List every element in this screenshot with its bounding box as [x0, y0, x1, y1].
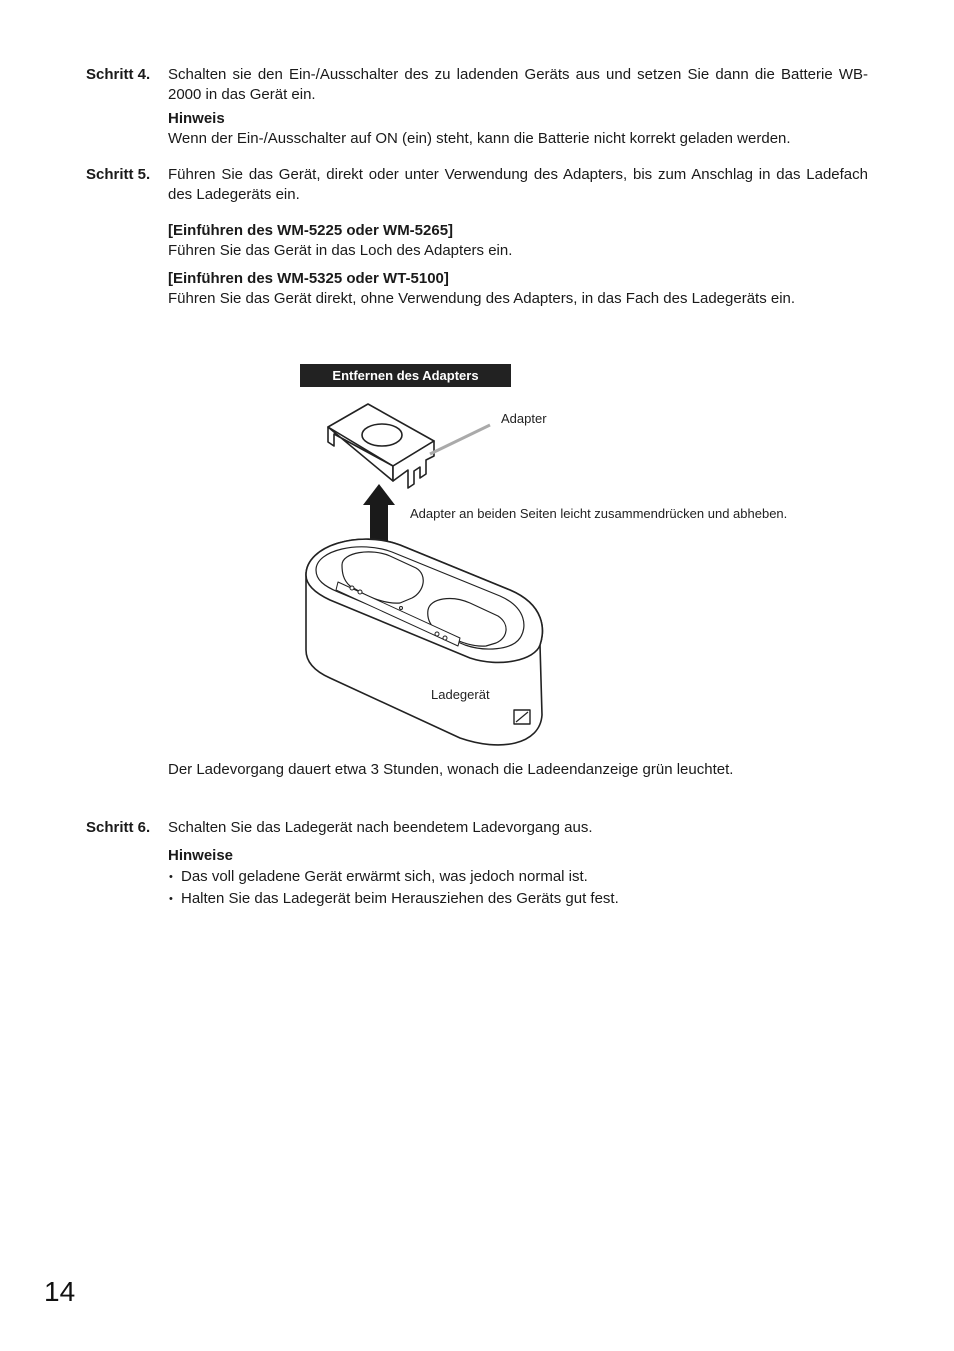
step-4-note-text: Wenn der Ein-/Ausschalter auf ON (ein) steht, kann die Batterie nicht korrekt geladen werden. — [168, 130, 791, 147]
label-adapter: Adapter — [501, 411, 547, 426]
label-instruction: Adapter an beiden Seiten leicht zusammendrücken und abheben. — [410, 506, 788, 521]
step-5-sub2-text: Führen Sie das Gerät direkt, ohne Verwendung des Adapters, in das Fach des Ladegeräts ein. — [168, 290, 796, 307]
step-6-label: Schritt 6. — [86, 819, 151, 836]
step-6 — [86, 818, 868, 910]
label-charger: Ladegerät — [431, 687, 490, 702]
charger-drawing — [306, 539, 542, 745]
step-5-sub2-title: [Einführen des WM-5325 oder WT-5100] — [168, 270, 449, 287]
list-item: • Halten Sie das Ladegerät beim Herausziehen des Geräts gut fest. — [168, 888, 868, 910]
step-5-sub1-text: Führen Sie das Gerät in das Loch des Adapters ein. — [168, 242, 513, 259]
step-5-sub1-title: [Einführen des WM-5225 oder WM-5265] — [168, 222, 454, 239]
step-4-text: Schalten sie den Ein-/Ausschalter des zu ladenden Geräts aus und setzen Sie dann die Batterie WB-2000 in das Gerät ein. — [168, 66, 868, 103]
page-number: 14 — [44, 1276, 76, 1307]
step-6-body — [168, 818, 868, 910]
step-5-text: Führen Sie das Gerät, direkt oder unter Verwendung des Adapters, bis zum Anschlag in das Ladefach des Ladegeräts ein. — [168, 166, 868, 203]
step-4-label: Schritt 4. — [86, 66, 151, 83]
figure-caption: Entfernen des Adapters — [300, 364, 511, 387]
list-item: • Das voll geladene Gerät erwärmt sich, was jedoch normal ist. — [168, 866, 868, 888]
adapter-drawing — [328, 404, 434, 488]
step-6-notes-title: Hinweise — [168, 847, 234, 864]
step-5-label: Schritt 5. — [86, 166, 151, 183]
step-6-text: Schalten Sie das Ladegerät nach beendetem Ladevorgang aus. — [168, 819, 593, 836]
step-4-note-title: Hinweis — [168, 110, 225, 127]
adapter-leader-line — [430, 425, 490, 454]
charge-info-text: Der Ladevorgang dauert etwa 3 Stunden, wonach die Ladeendanzeige grün leuchtet. — [168, 761, 734, 778]
